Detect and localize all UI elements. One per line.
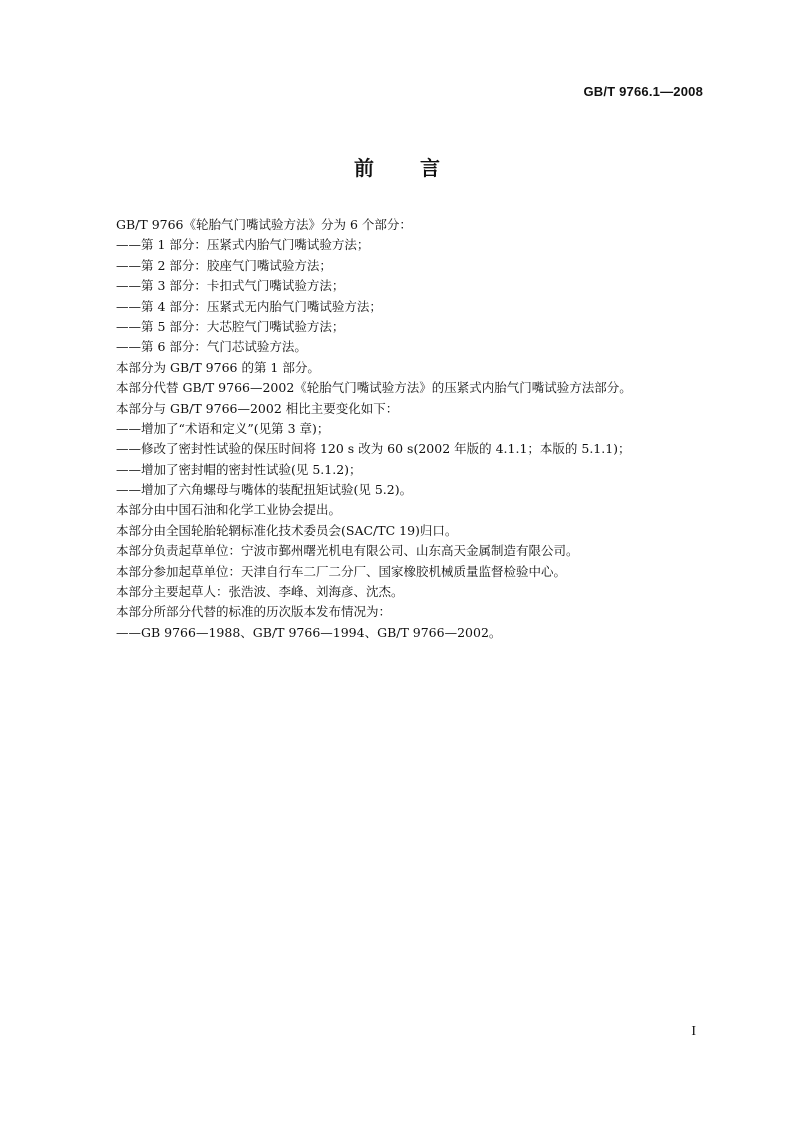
text-line: 本部分与 GB/T 9766—2002 相比主要变化如下： [116,400,399,416]
text-line: ——第 2 部分：胶座气门嘴试验方法； [116,257,332,273]
title-char-1: 前 [354,156,374,180]
text-line: 本部分代替 GB/T 9766—2002《轮胎气门嘴试验方法》的压紧式内胎气门嘴试验方法部分。 [116,380,632,396]
text-line: GB/T 9766《轮胎气门嘴试验方法》分为 6 个部分： [116,217,412,232]
foreword-body [116,215,716,643]
page-title [0,152,794,181]
text-line: ——第 3 部分：卡扣式气门嘴试验方法； [116,278,345,294]
text-line: ——第 1 部分：压紧式内胎气门嘴试验方法； [116,237,370,253]
text-line: 本部分由全国轮胎轮辋标准化技术委员会(SAC/TC 19)归口。 [116,522,458,538]
standard-code: GB/T 9766.1—2008 [583,84,703,99]
text-line: ——修改了密封性试验的保压时间将 120 s 改为 60 s(2002 年版的 4.1.1；本版的 5.1.1)； [116,441,631,457]
text-line: ——增加了“术语和定义”(见第 3 章)； [116,420,330,436]
text-line: ——第 4 部分：压紧式无内胎气门嘴试验方法； [116,298,382,314]
text-line: ——第 6 部分：气门芯试验方法。 [116,339,307,355]
title-char-2: 言 [420,156,440,180]
text-line: 本部分负责起草单位：宁波市鄞州曙光机电有限公司、山东高天金属制造有限公司。 [116,543,579,559]
text-line: 本部分为 GB/T 9766 的第 1 部分。 [116,359,320,375]
text-line: 本部分所部分代替的标准的历次版本发布情况为： [116,604,392,620]
text-line: 本部分参加起草单位：天津自行车二厂二分厂、国家橡胶机械质量监督检验中心。 [116,563,567,579]
page-number: I [691,1024,696,1039]
text-line: 本部分由中国石油和化学工业协会提出。 [116,502,342,518]
text-line: ——第 5 部分：大芯腔气门嘴试验方法； [116,318,345,334]
text-line: ——增加了密封帽的密封性试验(见 5.1.2)； [116,461,362,477]
text-line: ——GB 9766—1988、GB/T 9766—1994、GB/T 9766—2002。 [116,624,502,640]
text-line: 本部分主要起草人：张浩波、李峰、刘海彦、沈杰。 [116,584,404,600]
text-line: ——增加了六角螺母与嘴体的装配扭矩试验(见 5.2)。 [116,482,413,498]
